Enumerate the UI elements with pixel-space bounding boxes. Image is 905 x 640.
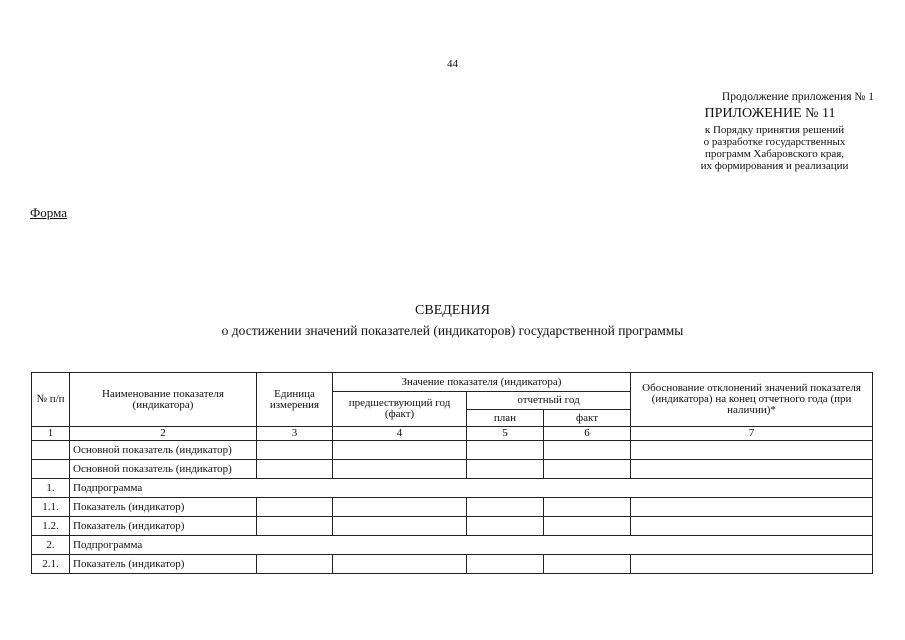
row-cell <box>631 517 873 536</box>
row-name: Подпрограмма <box>70 536 873 555</box>
column-number: 7 <box>631 427 873 441</box>
row-cell <box>257 460 333 479</box>
row-cell <box>467 460 544 479</box>
continuation-note: Продолжение приложения № 1 <box>721 91 874 103</box>
form-label: Форма <box>30 205 67 220</box>
row-cell <box>467 441 544 460</box>
indicators-table <box>31 372 873 574</box>
appendix-line: к Порядку принятия решений <box>704 124 845 136</box>
appendix-line: программ Хабаровского края, <box>704 148 845 160</box>
column-number: 2 <box>70 427 257 441</box>
row-name: Показатель (индикатор) <box>70 498 257 517</box>
column-number: 3 <box>257 427 333 441</box>
row-name: Подпрограмма <box>70 479 873 498</box>
header-unit: Единица измерения <box>257 373 333 427</box>
row-cell <box>544 498 631 517</box>
row-cell <box>544 517 631 536</box>
document-title: СВЕДЕНИЯ <box>415 303 490 318</box>
appendix-description <box>672 124 877 172</box>
column-number: 4 <box>333 427 467 441</box>
header-fact: факт <box>544 410 631 427</box>
row-cell <box>257 498 333 517</box>
page-number: 44 <box>447 58 458 70</box>
appendix-line: о разработке государственных <box>703 136 846 148</box>
row-name: Основной показатель (индикатор) <box>70 441 257 460</box>
appendix-line: их формирования и реализации <box>700 160 849 172</box>
column-number: 6 <box>544 427 631 441</box>
row-num: 1. <box>32 479 70 498</box>
row-cell <box>257 441 333 460</box>
row-cell <box>257 517 333 536</box>
row-num: 2. <box>32 536 70 555</box>
row-cell <box>631 498 873 517</box>
row-name: Основной показатель (индикатор) <box>70 460 257 479</box>
header-name: Наименование показателя (индикатора) <box>70 373 257 427</box>
header-report-year: отчетный год <box>467 392 631 410</box>
column-number: 1 <box>32 427 70 441</box>
header-reason: Обоснование отклонений значений показателя (индикатора) на конец отчетного года (при наличии)* <box>631 373 873 427</box>
row-num: 1.1. <box>32 498 70 517</box>
row-cell <box>333 441 467 460</box>
column-numbers-row <box>32 427 873 441</box>
table-row <box>32 536 873 555</box>
column-number: 5 <box>467 427 544 441</box>
table-row <box>32 555 873 574</box>
row-cell <box>257 555 333 574</box>
row-cell <box>631 460 873 479</box>
row-cell <box>544 460 631 479</box>
table-row <box>32 498 873 517</box>
row-num <box>32 460 70 479</box>
document-subtitle: о достижении значений показателей (индикаторов) государственной программы <box>221 323 684 338</box>
row-cell <box>631 441 873 460</box>
row-cell <box>333 498 467 517</box>
row-cell <box>467 555 544 574</box>
row-cell <box>544 555 631 574</box>
row-cell <box>467 517 544 536</box>
header-prev-year: предшествующий год (факт) <box>333 392 467 427</box>
appendix-title: ПРИЛОЖЕНИЕ № 11 <box>704 106 836 121</box>
table-row <box>32 441 873 460</box>
row-cell <box>544 441 631 460</box>
row-num <box>32 441 70 460</box>
header-plan: план <box>467 410 544 427</box>
row-cell <box>467 498 544 517</box>
table-row <box>32 460 873 479</box>
row-name: Показатель (индикатор) <box>70 517 257 536</box>
row-num: 1.2. <box>32 517 70 536</box>
row-num: 2.1. <box>32 555 70 574</box>
row-cell <box>333 460 467 479</box>
row-name: Показатель (индикатор) <box>70 555 257 574</box>
row-cell <box>333 517 467 536</box>
header-num: № п/п <box>32 373 70 427</box>
table-row <box>32 517 873 536</box>
table-row <box>32 479 873 498</box>
row-cell <box>631 555 873 574</box>
row-cell <box>333 555 467 574</box>
header-value-group: Значение показателя (индикатора) <box>333 373 631 392</box>
